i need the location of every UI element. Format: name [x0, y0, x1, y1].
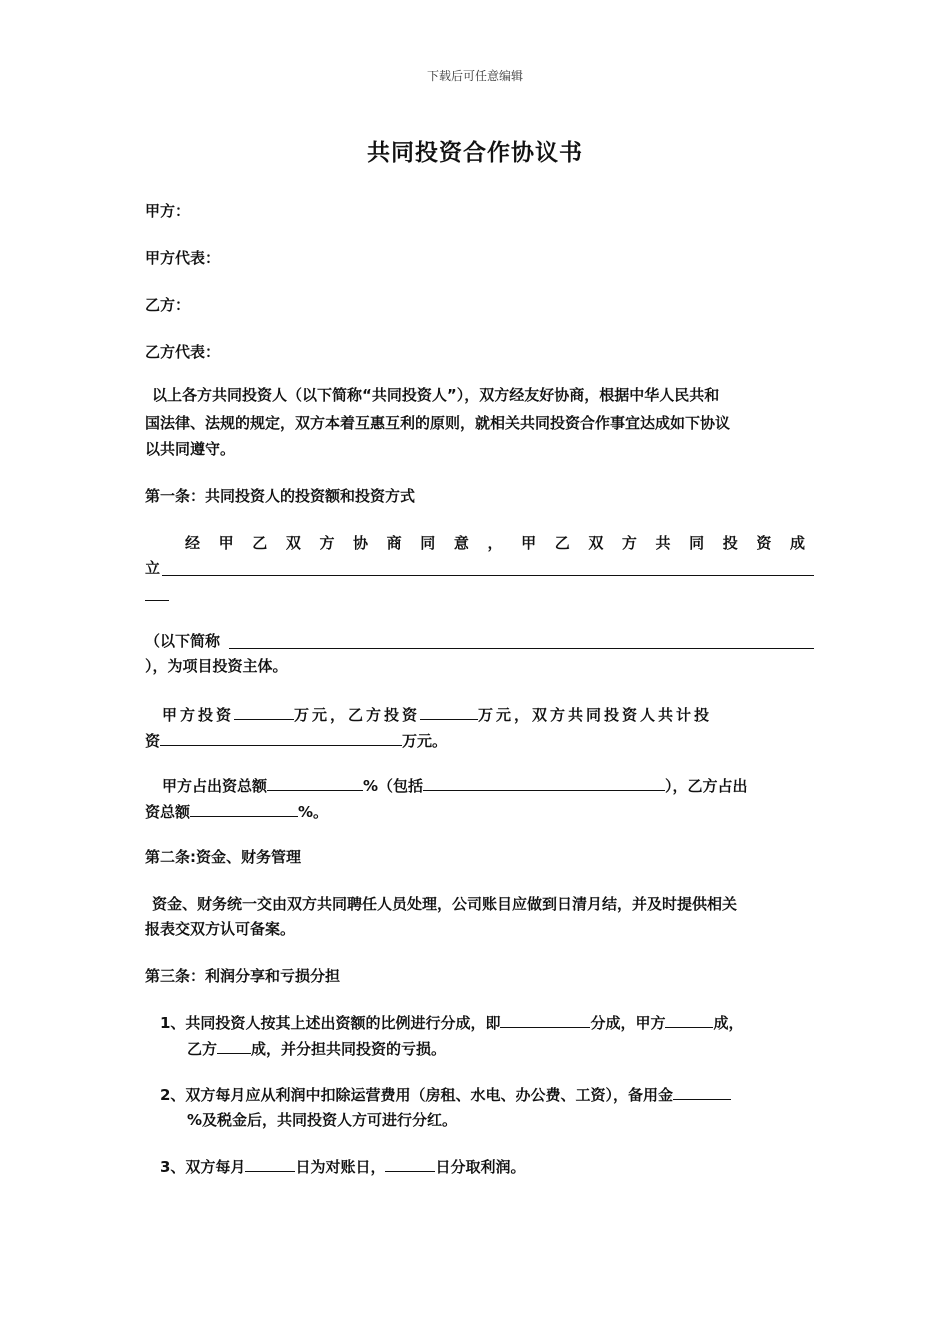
party-a-rep-label: 甲方代表：: [145, 249, 221, 267]
invest-a-label: 甲方投资: [162, 706, 235, 724]
abbrev-blank[interactable]: [229, 648, 814, 649]
share-line2-prefix: 资总额: [145, 803, 191, 821]
article2-heading: 第二条:资金、财务管理: [145, 848, 301, 866]
established-char: 甲: [521, 534, 537, 552]
header-note: 下载后可任意编辑: [426, 69, 523, 83]
established-blank-cont[interactable]: [145, 600, 169, 601]
party-b-rep-label: 乙方代表：: [145, 343, 221, 361]
article3-item-3: [160, 1154, 525, 1180]
party-a-label: 甲方：: [145, 202, 191, 220]
item3-profit-blank[interactable]: [385, 1155, 435, 1172]
share-b-label: ），乙方占出: [665, 777, 748, 795]
item2-text-a: 2、双方每月应从利润中扣除运营费用（房租、水电、办公费、工资），备用金: [160, 1086, 673, 1104]
established-blank[interactable]: [162, 575, 814, 576]
total-amount-blank[interactable]: [160, 729, 402, 746]
established-char: 方: [319, 534, 335, 552]
established-char: ，: [487, 534, 503, 552]
invest-line2-suffix: 万元。: [402, 732, 448, 750]
intro-line-1: 以上各方共同投资人（以下简称“共同投资人”），双方经友好协商，根据中华人民共和: [152, 386, 720, 404]
article3-item-2: [160, 1082, 731, 1108]
article3-item-1: [160, 1010, 743, 1036]
established-char: 甲: [218, 534, 234, 552]
article1-established-line: [145, 533, 805, 553]
abbrev-suffix: ），为项目投资主体。: [145, 657, 288, 675]
item1-party-a-blank[interactable]: [665, 1011, 713, 1028]
document-title: 共同投资合作协议书: [367, 140, 583, 166]
item3-reconcile-blank[interactable]: [245, 1155, 295, 1172]
established-char: 协: [353, 534, 369, 552]
item3-text-c: 日分取利润。: [435, 1158, 526, 1176]
established-char: 同: [689, 534, 705, 552]
established-char: 意: [453, 534, 469, 552]
item1-text-e: 成，并分担共同投资的亏损。: [251, 1040, 447, 1058]
item1-ratio-blank[interactable]: [500, 1011, 590, 1028]
invest-line-1: [162, 703, 712, 725]
party-b-amount-blank[interactable]: [420, 703, 478, 720]
item3-text-b: 日为对账日，: [295, 1158, 386, 1176]
share-a-label: 甲方占出资总额: [162, 777, 268, 795]
party-b-label: 乙方：: [145, 296, 191, 314]
established-tail: 立: [145, 559, 161, 577]
established-char: 同: [420, 534, 436, 552]
established-char: 投: [722, 534, 738, 552]
intro-line-3: 以共同遵守。: [145, 440, 236, 458]
article3-heading: 第三条：利润分享和亏损分担: [145, 967, 341, 985]
established-char: 成: [789, 534, 805, 552]
established-char: 双: [588, 534, 604, 552]
article1-heading: 第一条：共同投资人的投资额和投资方式: [145, 487, 416, 505]
item2-reserve-blank[interactable]: [673, 1083, 731, 1100]
article3-item-1-cont: [187, 1036, 446, 1062]
share-line-1: [162, 774, 748, 796]
share-line-2: [145, 800, 328, 822]
share-including-label: %（包括: [363, 777, 424, 795]
share-line2-suffix: %。: [298, 803, 329, 821]
established-char: 资: [756, 534, 772, 552]
invest-line-2: [145, 729, 447, 751]
article2-line-2: 报表交双方认可备案。: [145, 920, 296, 938]
invest-total-label: 万元，双方共同投资人共计投: [478, 706, 713, 724]
established-char: 共: [655, 534, 671, 552]
party-a-amount-blank[interactable]: [234, 703, 294, 720]
established-char: 商: [386, 534, 402, 552]
party-a-share-blank[interactable]: [267, 774, 363, 791]
established-char: 方: [621, 534, 637, 552]
item1-text-a: 1、共同投资人按其上述出资额的比例进行分成，即: [160, 1014, 501, 1032]
item1-text-b: 分成，甲方: [590, 1014, 666, 1032]
invest-b-label: 万元，乙方投资: [294, 706, 421, 724]
established-char: 乙: [554, 534, 570, 552]
including-blank[interactable]: [423, 774, 665, 791]
established-char: 乙: [252, 534, 268, 552]
established-char: 经: [185, 534, 201, 552]
established-char: 双: [285, 534, 301, 552]
abbrev-prefix: （以下简称: [145, 632, 221, 650]
established-chars: [145, 533, 805, 553]
item1-text-c: 成，: [713, 1014, 744, 1032]
article2-line-1: 资金、财务统一交由双方共同聘任人员处理，公司账目应做到日清月结，并及时提供相关: [152, 895, 738, 913]
item1-party-b-blank[interactable]: [217, 1037, 251, 1054]
intro-line-2: 国法律、法规的规定，双方本着互惠互利的原则，就相关共同投资合作事宜达成如下协议: [145, 414, 731, 432]
invest-line2-prefix: 资: [145, 732, 161, 750]
item3-text-a: 3、双方每月: [160, 1158, 246, 1176]
article3-item-2-cont: %及税金后，共同投资人方可进行分红。: [187, 1111, 458, 1129]
item1-text-d: 乙方: [187, 1040, 218, 1058]
party-b-share-blank[interactable]: [190, 800, 298, 817]
